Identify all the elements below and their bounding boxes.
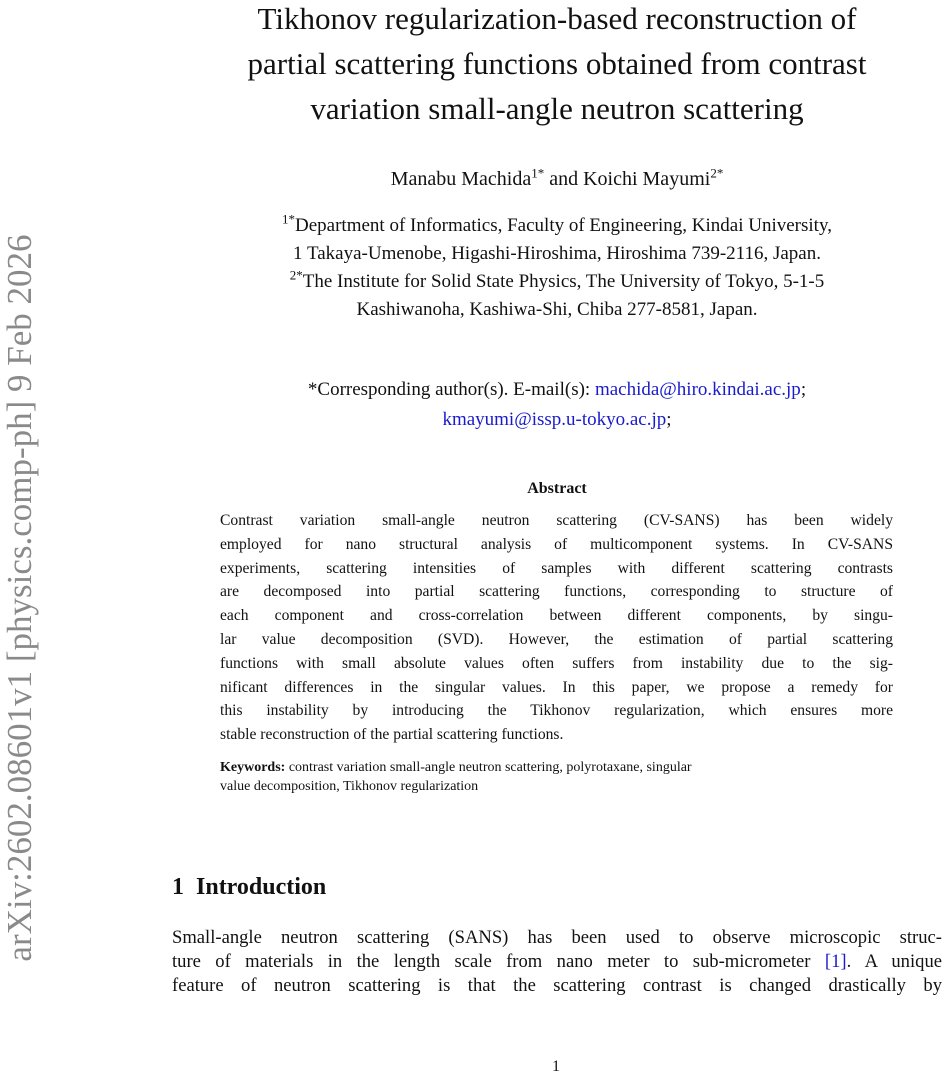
abstract-line: nificant differences in the singular values. In this paper, we propose a remedy for <box>220 678 893 696</box>
author-sup: 2* <box>710 165 724 181</box>
abstract-line: experiments, scattering intensities of samples with different scattering contrasts <box>220 559 893 577</box>
abstract-line: each component and cross-correlation between different components, by singu- <box>220 607 893 625</box>
abstract-line: stable reconstruction of the partial scattering functions. <box>220 726 564 744</box>
citation-link[interactable]: [1] <box>824 951 847 972</box>
abstract-line: lar value decomposition (SVD). However, the estimation of partial scattering <box>220 630 893 648</box>
aff-text: Department of Informatics, Faculty of Engineering, Kindai University, <box>295 215 832 236</box>
abstract-heading: Abstract <box>527 480 587 497</box>
abstract-line: are decomposed into partial scattering functions, corresponding to structure of <box>220 583 893 601</box>
title-line: Tikhonov regularization-based reconstruction of <box>257 1 857 36</box>
section-number: 1 <box>172 874 184 900</box>
corr-sep: ; <box>666 409 672 430</box>
email-link[interactable]: machida@hiro.kindai.ac.jp <box>594 379 801 400</box>
body-text-span: ture of materials in the length scale from nano meter to sub-micrometer <box>172 951 825 972</box>
aff-sup: 1* <box>282 211 296 227</box>
abstract-line: employed for nano structural analysis of multicomponent systems. In CV-SANS <box>220 535 893 553</box>
author-sup: 1* <box>531 165 545 181</box>
affiliations <box>172 212 942 324</box>
body-line: Small-angle neutron scattering (SANS) has been used to observe microscopic struc- <box>172 927 942 948</box>
keywords-text: value decomposition, Tikhonov regularization <box>220 779 479 794</box>
body-line: feature of neutron scattering is that the scattering contrast is changed drastically by <box>172 975 942 996</box>
keywords-text: contrast variation small-angle neutron scattering, polyrotaxane, singular <box>285 760 692 775</box>
title-line: variation small-angle neutron scattering <box>310 91 804 126</box>
keywords-label: Keywords: <box>220 760 286 775</box>
abstract-line: Contrast variation small-angle neutron scattering (CV-SANS) has been widely <box>220 512 893 529</box>
email-link[interactable]: kmayumi@issp.u-tokyo.ac.jp <box>442 409 667 430</box>
body-text-span: . A unique <box>846 951 942 972</box>
authors <box>172 165 942 191</box>
aff-text: Kashiwanoha, Kashiwa-Shi, Chiba 277-8581, Japan. <box>356 299 758 320</box>
section-heading <box>172 874 326 901</box>
section-title: Introduction <box>196 874 327 900</box>
page-number: 1 <box>552 1058 560 1075</box>
abstract-line: this instability by introducing the Tikhonov regularization, which ensures more <box>220 702 893 720</box>
body-text <box>172 926 942 998</box>
corr-sep: ; <box>800 379 807 400</box>
corr-label: *Corresponding author(s). E-mail(s): <box>307 379 595 400</box>
paper-title <box>172 0 942 131</box>
keywords <box>220 758 882 796</box>
arxiv-stamp: arXiv:2602.08601v1 [physics.comp-ph] 9 Feb 2026 <box>0 234 39 962</box>
correspondence <box>172 375 942 435</box>
body-line <box>172 950 942 974</box>
author-and: and <box>544 168 584 190</box>
abstract-line: functions with small absolute values often suffers from instability due to the sig- <box>220 654 893 672</box>
abstract-body <box>220 509 893 747</box>
aff-text: The Institute for Solid State Physics, The University of Tokyo, 5-1-5 <box>302 271 825 292</box>
author-name: Manabu Machida <box>390 168 532 190</box>
title-line: partial scattering functions obtained from contrast <box>247 46 867 81</box>
aff-sup: 2* <box>289 267 303 283</box>
author-name: Koichi Mayumi <box>583 168 711 190</box>
aff-text: 1 Takaya-Umenobe, Higashi-Hiroshima, Hiroshima 739-2116, Japan. <box>293 243 821 264</box>
